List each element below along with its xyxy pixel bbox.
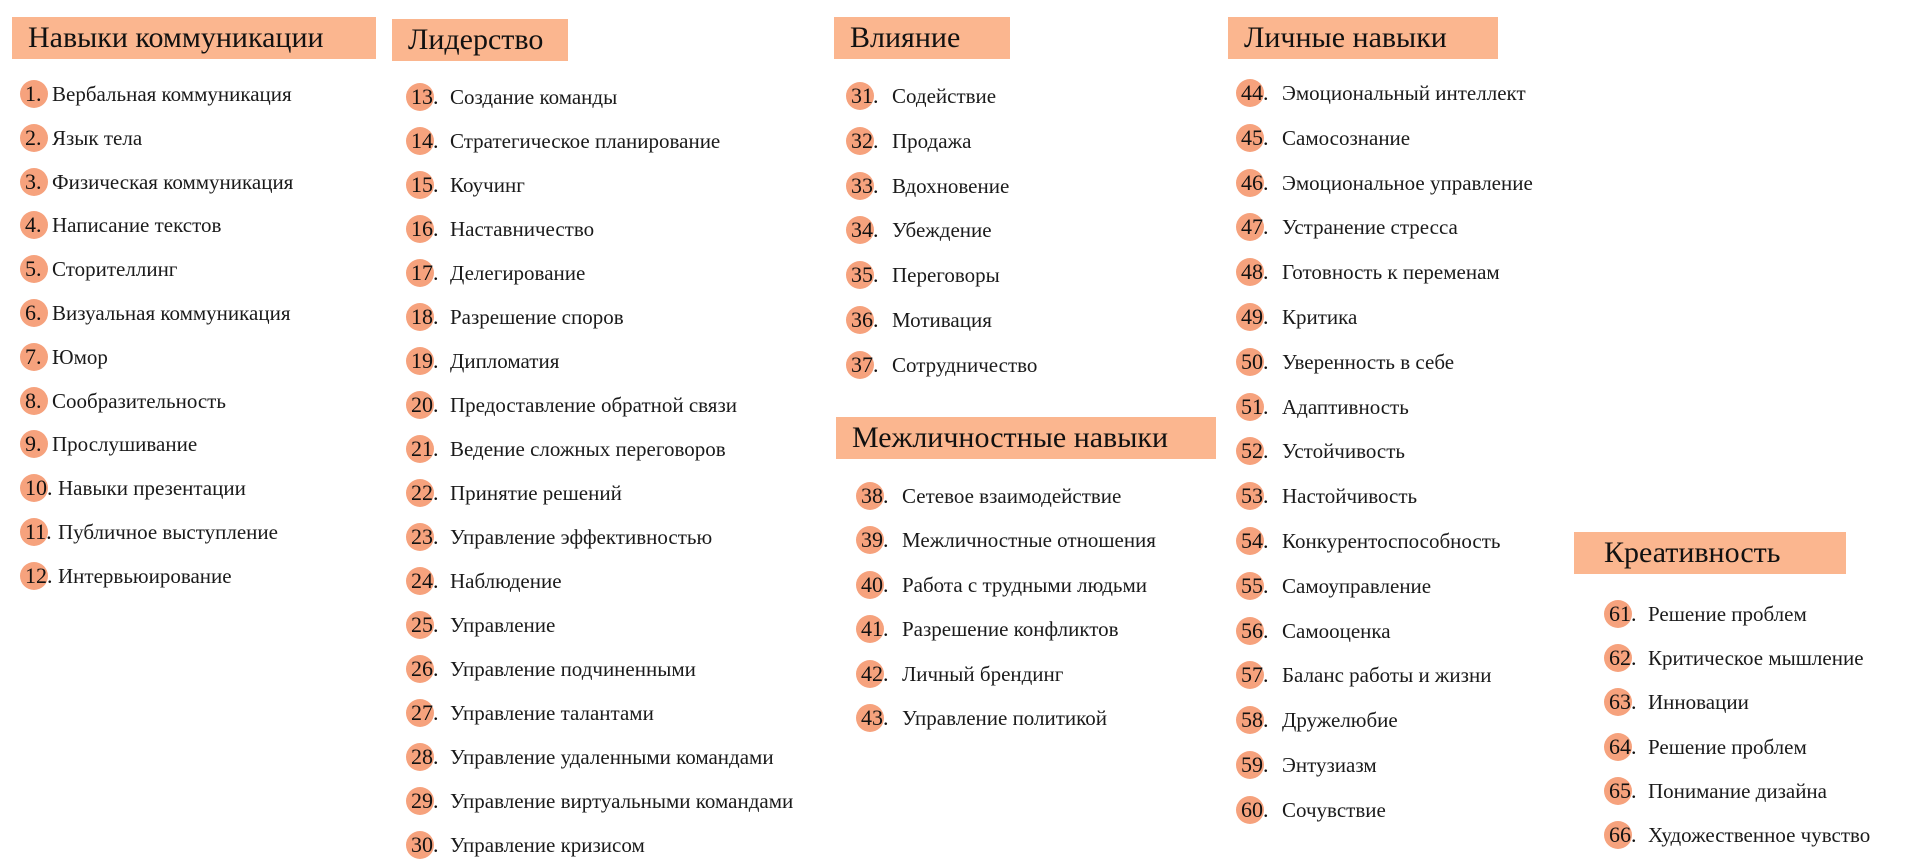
item-number: 23. bbox=[411, 524, 439, 549]
item-label: Сочувствие bbox=[1282, 798, 1386, 822]
item-number: 47. bbox=[1241, 214, 1269, 239]
item-label: Разрешение споров bbox=[450, 305, 624, 329]
section-title-interpersonal: Межличностные навыки bbox=[836, 417, 1216, 459]
item-number: 24. bbox=[411, 568, 439, 593]
item-number: 6. bbox=[25, 300, 42, 325]
item-number: 25. bbox=[411, 612, 439, 637]
item-label: Критика bbox=[1282, 305, 1358, 329]
item-number: 9. bbox=[25, 431, 42, 456]
item-number: 37. bbox=[851, 352, 879, 377]
item-label: Эмоциональный интеллект bbox=[1282, 81, 1526, 105]
item-label: Управление кризисом bbox=[450, 833, 645, 857]
item-number: 14. bbox=[411, 128, 439, 153]
item-number: 53. bbox=[1241, 483, 1269, 508]
item-label: Сотрудничество bbox=[892, 353, 1038, 377]
item-number: 35. bbox=[851, 262, 879, 287]
item-number: 66. bbox=[1609, 822, 1637, 847]
item-number: 39. bbox=[861, 527, 889, 552]
item-label: Предоставление обратной связи bbox=[450, 393, 737, 417]
item-label: Критическое мышление bbox=[1648, 646, 1864, 670]
item-number: 52. bbox=[1241, 438, 1269, 463]
item-label: Интервьюирование bbox=[58, 564, 232, 588]
item-label: Коучинг bbox=[450, 173, 525, 197]
item-label: Готовность к переменам bbox=[1282, 260, 1500, 284]
item-label: Управление bbox=[450, 613, 556, 637]
item-number: 3. bbox=[25, 169, 42, 194]
item-number: 12. bbox=[25, 563, 53, 588]
item-number: 17. bbox=[411, 260, 439, 285]
item-label: Стратегическое планирование bbox=[450, 129, 721, 153]
item-label: Уверенность в себе bbox=[1282, 350, 1455, 374]
item-number: 45. bbox=[1241, 125, 1269, 150]
item-label: Публичное выступление bbox=[58, 520, 278, 544]
item-label: Самосознание bbox=[1282, 126, 1411, 150]
item-number: 57. bbox=[1241, 662, 1269, 687]
item-number: 13. bbox=[411, 84, 439, 109]
item-label: Управление политикой bbox=[902, 706, 1108, 730]
item-label: Художественное чувство bbox=[1648, 823, 1871, 847]
item-number: 61. bbox=[1609, 601, 1637, 626]
item-number: 59. bbox=[1241, 752, 1269, 777]
item-label: Сетевое взаимодействие bbox=[902, 484, 1122, 508]
item-label: Прослушивание bbox=[52, 432, 198, 456]
item-number: 44. bbox=[1241, 80, 1269, 105]
item-number: 20. bbox=[411, 392, 439, 417]
item-label: Конкурентоспособность bbox=[1282, 529, 1501, 553]
item-label: Наставничество bbox=[450, 217, 595, 241]
item-label: Инновации bbox=[1648, 690, 1749, 714]
item-number: 29. bbox=[411, 788, 439, 813]
item-label: Написание текстов bbox=[52, 213, 222, 237]
item-label: Устранение стресса bbox=[1282, 215, 1458, 239]
item-label: Сторителлинг bbox=[52, 257, 178, 281]
item-number: 1. bbox=[25, 81, 42, 106]
item-number: 31. bbox=[851, 83, 879, 108]
item-label: Самооценка bbox=[1282, 619, 1391, 643]
item-number: 27. bbox=[411, 700, 439, 725]
item-number: 7. bbox=[25, 344, 42, 369]
item-label: Управление удаленными командами bbox=[450, 745, 774, 769]
item-label: Настойчивость bbox=[1282, 484, 1418, 508]
item-number: 62. bbox=[1609, 645, 1637, 670]
item-label: Управление подчиненными bbox=[450, 657, 696, 681]
item-label: Содействие bbox=[892, 84, 997, 108]
section-title-creativity: Креативность bbox=[1574, 532, 1846, 574]
item-number: 54. bbox=[1241, 528, 1269, 553]
item-number: 28. bbox=[411, 744, 439, 769]
item-label: Вербальная коммуникация bbox=[52, 82, 292, 106]
item-number: 56. bbox=[1241, 618, 1269, 643]
item-number: 36. bbox=[851, 307, 879, 332]
item-number: 21. bbox=[411, 436, 439, 461]
item-label: Сообразительность bbox=[52, 389, 226, 413]
item-number: 38. bbox=[861, 483, 889, 508]
item-label: Понимание дизайна bbox=[1648, 779, 1827, 803]
item-number: 15. bbox=[411, 172, 439, 197]
item-number: 10. bbox=[25, 475, 53, 500]
item-number: 4. bbox=[25, 212, 42, 237]
section-title-influence: Влияние bbox=[834, 17, 1010, 59]
item-label: Физическая коммуникация bbox=[52, 170, 294, 194]
item-label: Принятие решений bbox=[450, 481, 622, 505]
item-number: 63. bbox=[1609, 689, 1637, 714]
item-number: 58. bbox=[1241, 707, 1269, 732]
item-number: 34. bbox=[851, 217, 879, 242]
item-label: Адаптивность bbox=[1282, 395, 1409, 419]
item-label: Продажа bbox=[892, 129, 972, 153]
item-label: Юмор bbox=[52, 345, 108, 369]
item-number: 40. bbox=[861, 572, 889, 597]
item-number: 64. bbox=[1609, 734, 1637, 759]
item-number: 2. bbox=[25, 125, 42, 150]
item-label: Управление талантами bbox=[450, 701, 654, 725]
item-label: Межличностные отношения bbox=[902, 528, 1156, 552]
item-label: Дипломатия bbox=[450, 349, 560, 373]
item-label: Решение проблем bbox=[1648, 602, 1807, 626]
item-label: Разрешение конфликтов bbox=[902, 617, 1119, 641]
item-label: Переговоры bbox=[892, 263, 1000, 287]
item-number: 49. bbox=[1241, 304, 1269, 329]
section-title-personal: Личные навыки bbox=[1228, 17, 1498, 59]
item-number: 16. bbox=[411, 216, 439, 241]
item-number: 11. bbox=[25, 519, 52, 544]
item-label: Баланс работы и жизни bbox=[1282, 663, 1492, 687]
item-label: Язык тела bbox=[52, 126, 143, 150]
item-label: Ведение сложных переговоров bbox=[450, 437, 726, 461]
item-label: Решение проблем bbox=[1648, 735, 1807, 759]
item-number: 19. bbox=[411, 348, 439, 373]
section-title-communication: Навыки коммуникации bbox=[12, 17, 376, 59]
item-label: Дружелюбие bbox=[1282, 708, 1398, 732]
item-number: 43. bbox=[861, 705, 889, 730]
item-label: Вдохновение bbox=[892, 174, 1010, 198]
item-label: Энтузиазм bbox=[1282, 753, 1377, 777]
item-number: 26. bbox=[411, 656, 439, 681]
item-number: 32. bbox=[851, 128, 879, 153]
item-number: 33. bbox=[851, 173, 879, 198]
item-label: Работа с трудными людьми bbox=[902, 573, 1148, 597]
item-label: Визуальная коммуникация bbox=[52, 301, 291, 325]
item-label: Эмоциональное управление bbox=[1282, 171, 1533, 195]
item-number: 22. bbox=[411, 480, 439, 505]
item-number: 42. bbox=[861, 661, 889, 686]
item-label: Наблюдение bbox=[450, 569, 562, 593]
item-label: Навыки презентации bbox=[58, 476, 246, 500]
item-number: 51. bbox=[1241, 394, 1269, 419]
item-number: 5. bbox=[25, 256, 42, 281]
item-label: Личный брендинг bbox=[902, 662, 1064, 686]
item-number: 60. bbox=[1241, 797, 1269, 822]
item-label: Создание команды bbox=[450, 85, 618, 109]
item-number: 41. bbox=[861, 616, 889, 641]
item-number: 50. bbox=[1241, 349, 1269, 374]
item-number: 65. bbox=[1609, 778, 1637, 803]
item-label: Управление эффективностью bbox=[450, 525, 713, 549]
item-number: 8. bbox=[25, 388, 42, 413]
section-title-leadership: Лидерство bbox=[392, 19, 568, 61]
item-number: 48. bbox=[1241, 259, 1269, 284]
item-label: Делегирование bbox=[450, 261, 586, 285]
item-number: 46. bbox=[1241, 170, 1269, 195]
item-label: Самоуправление bbox=[1282, 574, 1432, 598]
item-number: 18. bbox=[411, 304, 439, 329]
item-number: 55. bbox=[1241, 573, 1269, 598]
item-label: Устойчивость bbox=[1282, 439, 1405, 463]
item-label: Мотивация bbox=[892, 308, 992, 332]
item-label: Управление виртуальными командами bbox=[450, 789, 794, 813]
item-number: 30. bbox=[411, 832, 439, 857]
item-label: Убеждение bbox=[892, 218, 992, 242]
